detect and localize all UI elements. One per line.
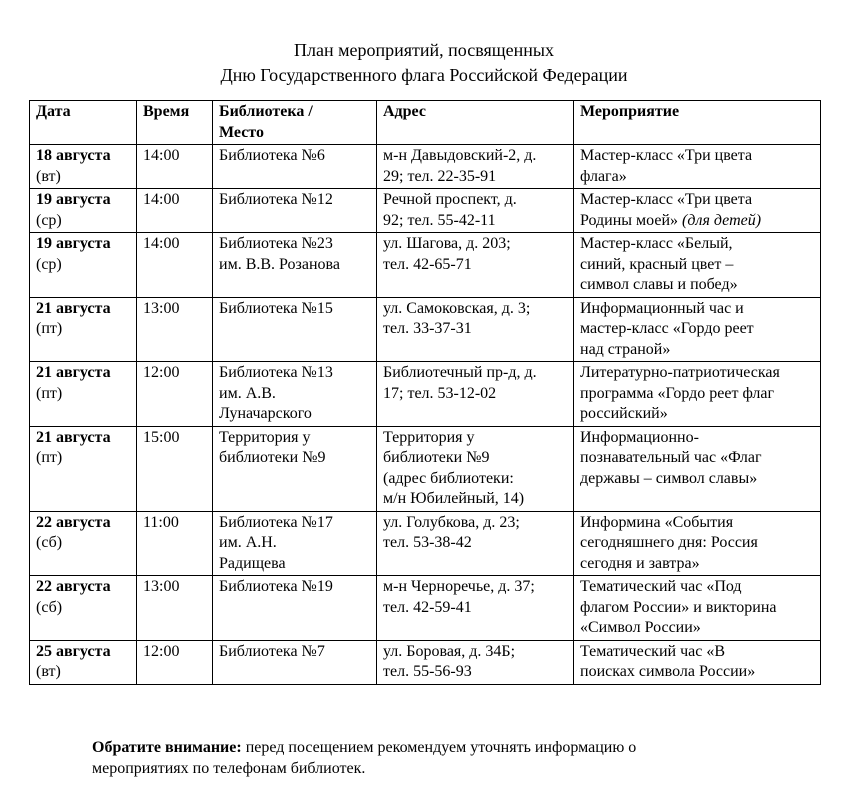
header-time: Время [137, 101, 213, 145]
cell-library [213, 145, 377, 189]
event-line: Информина «События [580, 513, 734, 531]
weekday-text: (пт) [36, 320, 63, 337]
library-line: Территория у [219, 428, 311, 446]
header-date: Дата [30, 101, 137, 145]
library-line: Библиотека №23 [219, 235, 333, 252]
table-row [30, 233, 821, 298]
cell-time: 13:00 [137, 297, 213, 362]
cell-date [30, 640, 137, 684]
event-line: программа «Гордо реет флаг [580, 384, 775, 402]
cell-address [377, 145, 574, 189]
cell-event [574, 426, 821, 511]
address-line: 92; тел. 55-42-11 [383, 211, 496, 229]
cell-date [30, 189, 137, 233]
library-line: библиотеки №9 [219, 449, 326, 466]
cell-address [377, 189, 574, 233]
cell-library [213, 233, 377, 298]
event-line: флагом России» и викторина [580, 598, 777, 616]
event-line: Мастер-класс «Белый, [580, 235, 733, 252]
cell-address [377, 511, 574, 576]
library-line: Библиотека №19 [219, 578, 333, 595]
cell-time: 13:00 [137, 576, 213, 641]
date-text: 22 августа [36, 513, 111, 531]
date-text: 19 августа [36, 191, 111, 208]
event-line: державы – символ славы» [580, 469, 758, 487]
cell-library [213, 426, 377, 511]
cell-time: 14:00 [137, 189, 213, 233]
event-line: синий, красный цвет – [580, 255, 734, 273]
address-line: ул. Самоковская, д. 3; [383, 299, 531, 317]
date-text: 22 августа [36, 578, 111, 595]
event-line: флага» [580, 167, 627, 185]
cell-time: 12:00 [137, 362, 213, 427]
cell-address [377, 640, 574, 684]
cell-time: 14:00 [137, 233, 213, 298]
event-line: мастер-класс «Гордо реет [580, 320, 754, 337]
table-row [30, 426, 821, 511]
cell-address [377, 362, 574, 427]
address-line: 29; тел. 22-35-91 [383, 167, 497, 185]
cell-date [30, 145, 137, 189]
event-line: Мастер-класс «Три цвета [580, 191, 753, 208]
footer-note [92, 737, 792, 779]
cell-library [213, 576, 377, 641]
cell-time: 14:00 [137, 145, 213, 189]
date-text: 18 августа [36, 147, 111, 164]
cell-library [213, 189, 377, 233]
event-line: Тематический час «Под [580, 578, 742, 595]
event-line: Мастер-класс «Три цвета [580, 147, 753, 164]
cell-time: 12:00 [137, 640, 213, 684]
weekday-text: (пт) [36, 384, 63, 402]
cell-date [30, 362, 137, 427]
date-text: 21 августа [36, 428, 111, 446]
cell-time: 15:00 [137, 426, 213, 511]
cell-date [30, 297, 137, 362]
cell-address [377, 233, 574, 298]
cell-event [574, 233, 821, 298]
weekday-text: (ср) [36, 211, 62, 229]
cell-library [213, 362, 377, 427]
footer-label: Обратите внимание: [92, 739, 242, 756]
cell-event [574, 145, 821, 189]
title-line-2: Дню Государственного флага Российской Федерации [220, 65, 628, 85]
cell-event [574, 362, 821, 427]
date-text: 21 августа [36, 299, 111, 317]
event-line: российский» [580, 405, 668, 422]
address-line: (адрес библиотеки: [383, 469, 514, 487]
address-line: ул. Шагова, д. 203; [383, 235, 511, 252]
cell-address [377, 576, 574, 641]
library-line: им. А.Н. [219, 534, 277, 551]
date-text: 25 августа [36, 642, 111, 660]
library-line: Библиотека №17 [219, 513, 333, 531]
cell-date [30, 233, 137, 298]
cell-event [574, 297, 821, 362]
weekday-text: (пт) [36, 449, 63, 466]
date-text: 21 августа [36, 364, 111, 381]
event-text: Родины моей» [580, 211, 679, 229]
table-header-row [30, 101, 821, 145]
library-line: им. А.В. [219, 384, 276, 402]
table-body [30, 145, 821, 685]
header-address: Адрес [377, 101, 574, 145]
header-library-line: Место [219, 123, 264, 141]
address-line: тел. 55-56-93 [383, 663, 472, 680]
cell-event [574, 189, 821, 233]
library-line: Луначарского [219, 405, 312, 422]
weekday-text: (ср) [36, 255, 62, 273]
table-row [30, 640, 821, 684]
event-line: сегодняшнего дня: Россия [580, 534, 758, 551]
document-title [0, 38, 848, 88]
address-line: библиотеки №9 [383, 449, 490, 466]
event-note: (для детей) [682, 211, 762, 229]
address-line: тел. 42-65-71 [383, 255, 472, 273]
address-line: Речной проспект, д. [383, 191, 517, 208]
address-line: ул. Боровая, д. 34Б; [383, 642, 516, 660]
address-line: Библиотечный пр-д, д. [383, 364, 537, 381]
cell-library [213, 511, 377, 576]
event-line [580, 211, 814, 232]
table-row [30, 511, 821, 576]
cell-event [574, 640, 821, 684]
library-line: Библиотека №15 [219, 299, 333, 317]
cell-event [574, 576, 821, 641]
event-line: Литературно-патриотическая [580, 364, 780, 381]
cell-address [377, 426, 574, 511]
footer-line-1 [92, 737, 792, 758]
library-line: Библиотека №6 [219, 147, 325, 164]
cell-date [30, 426, 137, 511]
weekday-text: (вт) [36, 663, 61, 680]
title-line-1: План мероприятий, посвященных [294, 40, 554, 60]
weekday-text: (сб) [36, 534, 63, 551]
header-event: Мероприятие [574, 101, 821, 145]
header-library [213, 101, 377, 145]
cell-time: 11:00 [137, 511, 213, 576]
address-line: м-н Черноречье, д. 37; [383, 578, 535, 595]
address-line: тел. 42-59-41 [383, 598, 472, 616]
event-line: над страной» [580, 340, 671, 358]
cell-library [213, 297, 377, 362]
address-line: ул. Голубкова, д. 23; [383, 513, 520, 531]
library-line: Радищева [219, 554, 286, 572]
library-line: Библиотека №12 [219, 191, 333, 208]
address-line: 17; тел. 53-12-02 [383, 384, 497, 402]
event-line: познавательный час «Флаг [580, 449, 762, 466]
date-text: 19 августа [36, 235, 111, 252]
table-row [30, 297, 821, 362]
cell-address [377, 297, 574, 362]
event-line: Тематический час «В [580, 642, 725, 660]
address-line: тел. 53-38-42 [383, 534, 472, 551]
event-line: «Символ России» [580, 619, 701, 636]
event-line: Информационно- [580, 428, 699, 446]
events-table [29, 100, 821, 685]
address-line: тел. 33-37-31 [383, 320, 472, 337]
table-row [30, 145, 821, 189]
event-line: Информационный час и [580, 299, 744, 317]
table-row [30, 576, 821, 641]
cell-date [30, 576, 137, 641]
header-library-line: Библиотека / [219, 103, 313, 120]
table-row [30, 189, 821, 233]
table-row [30, 362, 821, 427]
library-line: Библиотека №13 [219, 364, 333, 381]
event-line: символ славы и побед» [580, 276, 738, 293]
footer-text: перед посещением рекомендуем уточнять информацию о [241, 739, 637, 756]
library-line: им. В.В. Розанова [219, 255, 340, 273]
cell-library [213, 640, 377, 684]
address-line: м-н Давыдовский-2, д. [383, 147, 537, 164]
library-line: Библиотека №7 [219, 642, 325, 660]
cell-date [30, 511, 137, 576]
address-line: м/н Юбилейный, 14) [383, 490, 525, 507]
weekday-text: (сб) [36, 598, 63, 616]
event-line: поисках символа России» [580, 663, 756, 680]
address-line: Территория у [383, 428, 475, 446]
footer-line-2: мероприятиях по телефонам библиотек. [92, 760, 366, 777]
cell-event [574, 511, 821, 576]
weekday-text: (вт) [36, 167, 61, 185]
event-line: сегодня и завтра» [580, 554, 700, 572]
